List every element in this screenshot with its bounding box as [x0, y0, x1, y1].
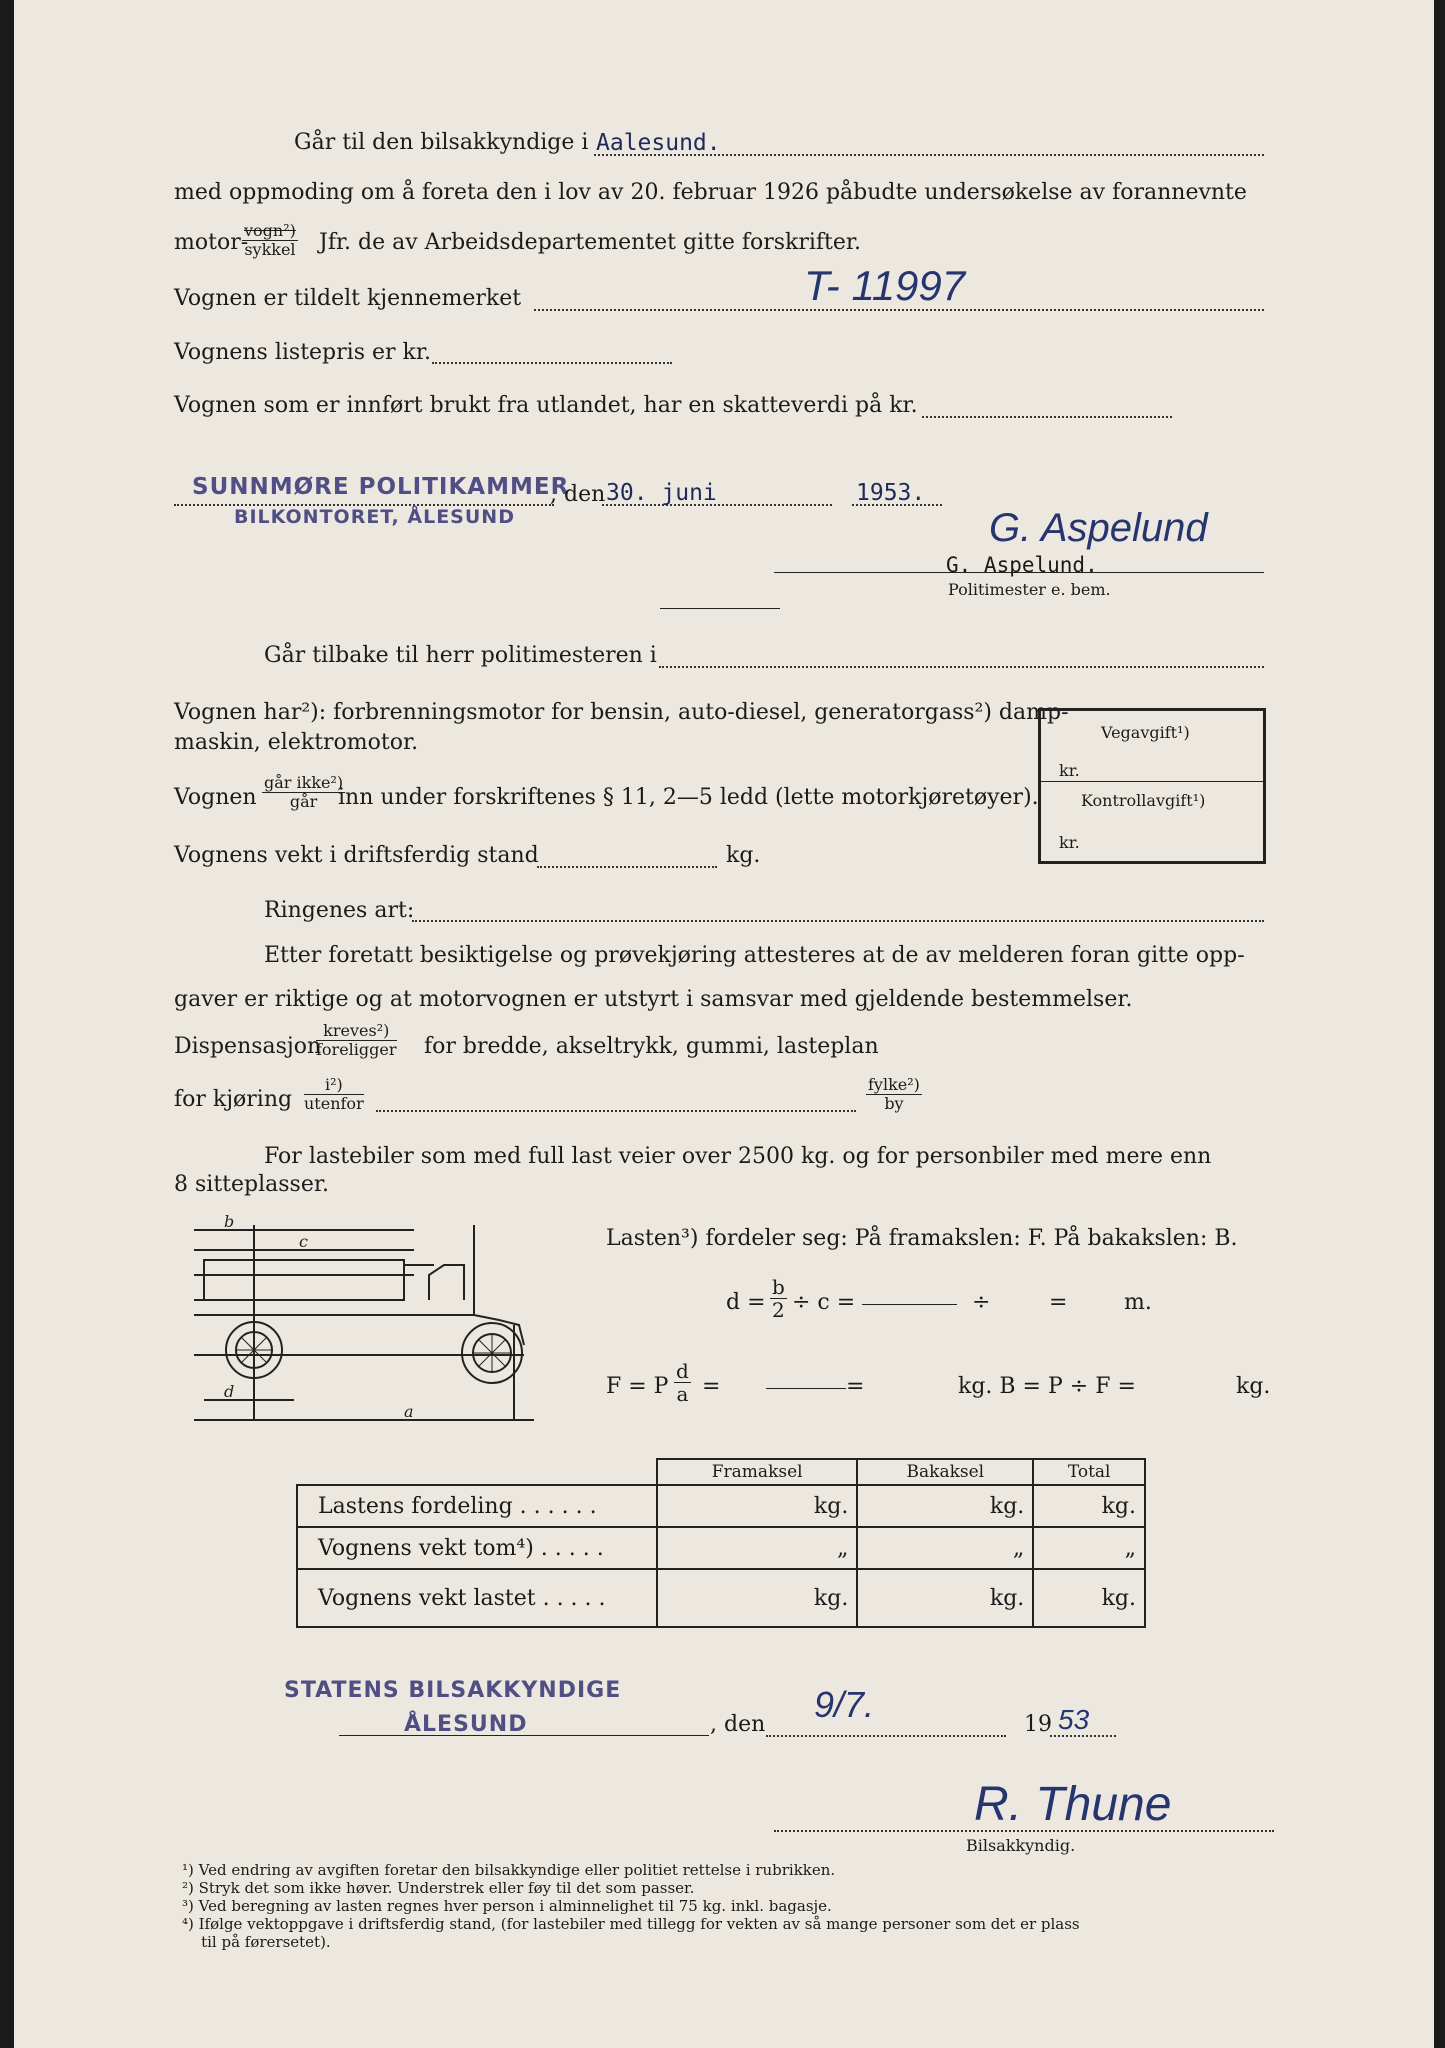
footnote-3: ³) Ved beregning av lasten regnes hver person i alminnelighet til 75 kg. inkl. bagasje. — [182, 1897, 832, 1915]
truck-line2: 8 sitteplasser. — [174, 1172, 329, 1197]
goes-fraction — [262, 774, 345, 811]
inspector-place-line — [339, 1735, 709, 1736]
goes-not: går ikke²) — [264, 773, 344, 792]
formula-F: F = P — [606, 1374, 669, 1399]
police-year: 1953. — [856, 480, 926, 506]
plate-value: T- 11997 — [804, 262, 966, 309]
table-row — [297, 1485, 1145, 1527]
county-fraction — [866, 1076, 922, 1113]
goes: går — [289, 792, 318, 811]
destination-value: Aalesund. — [596, 130, 721, 156]
formula-d-over-a — [674, 1360, 691, 1405]
footnote-2: ²) Stryk det som ikke høver. Understrek eller føy til det som passer. — [182, 1879, 695, 1897]
cell: kg. — [857, 1485, 1033, 1527]
formula-line1 — [862, 1304, 957, 1305]
table-header-total: Total — [1033, 1459, 1145, 1485]
formula-eq: = — [1049, 1290, 1068, 1315]
drive-outside: utenfor — [304, 1094, 364, 1113]
formula-d-right: ÷ c = — [792, 1290, 856, 1315]
formula-b-over-2 — [770, 1276, 787, 1321]
cell: kg. — [1033, 1569, 1145, 1627]
vognen-label: Vognen — [174, 785, 257, 810]
cell: kg. — [857, 1569, 1033, 1627]
diagram-label-c: c — [299, 1232, 308, 1251]
tires-label: Ringenes art: — [264, 898, 415, 923]
truck-diagram — [174, 1205, 574, 1430]
dispensation-fraction — [316, 1022, 397, 1059]
import-label: Vognen som er innført brukt fra utlandet, har en skatteverdi på kr. — [174, 393, 918, 418]
frac-sykkel: sykkel — [244, 240, 296, 259]
table-header-rear: Bakaksel — [857, 1459, 1033, 1485]
road-fee-label: Vegavgift¹) — [1101, 723, 1190, 742]
fee-box-divider — [1041, 781, 1263, 782]
table-row — [297, 1569, 1145, 1627]
load-table — [296, 1458, 1146, 1628]
town: by — [884, 1094, 904, 1113]
police-date: 30. juni — [606, 480, 717, 506]
cell: „ — [1033, 1527, 1145, 1569]
table-header-blank — [297, 1459, 657, 1485]
table-header-front: Framaksel — [657, 1459, 857, 1485]
formula-F-eq: = — [702, 1374, 721, 1399]
engine-line1: Vognen har²): forbrenningsmotor for bensin, auto-diesel, generatorgass²) damp- — [174, 700, 1069, 725]
footnote-4-cont: til på førersetet). — [182, 1933, 331, 1951]
driving-label: for kjøring — [174, 1087, 293, 1112]
county: fylke²) — [868, 1075, 920, 1094]
cell: kg. — [657, 1569, 857, 1627]
dispensation-label: Dispensasjon — [174, 1034, 322, 1059]
plate-label: Vognen er tildelt kjennemerket — [174, 286, 522, 311]
formula-line2 — [766, 1388, 846, 1389]
truck-line1: For lastebiler som med full last veier over 2500 kg. og for personbiler med mere enn — [264, 1144, 1212, 1169]
formula-b: b — [772, 1275, 785, 1299]
tires-line — [412, 920, 1264, 922]
driving-line — [376, 1110, 856, 1112]
weight-label: Vognens vekt i driftsferdig stand — [174, 843, 539, 868]
formula-a: a — [676, 1382, 689, 1406]
cell: kg. — [1033, 1485, 1145, 1527]
cell: „ — [857, 1527, 1033, 1569]
inspector-stamp-line2: ÅLESUND — [404, 1712, 528, 1737]
engine-line2: maskin, elektromotor. — [174, 730, 419, 755]
vehicle-type-fraction — [242, 222, 298, 259]
dispensation-text: for bredde, akseltrykk, gummi, lasteplan — [424, 1034, 879, 1059]
inspector-date: 9/7. — [814, 1684, 875, 1725]
inspector-title: Bilsakkyndig. — [966, 1836, 1076, 1855]
formula-div: ÷ — [972, 1290, 991, 1315]
road-fee-kr: kr. — [1059, 761, 1080, 780]
motor-prefix: motor- — [174, 230, 249, 255]
police-stamp-line1: SUNNMØRE POLITIKAMMER — [192, 474, 570, 500]
inspector-date-line — [766, 1735, 1006, 1737]
driving-fraction — [304, 1076, 364, 1113]
footnote-1: ¹) Ved endring av avgiften foretar den bilsakkyndige eller politiet rettelse i rubrikken. — [182, 1861, 836, 1879]
row-label: Vognens vekt tom⁴) . . . . . — [297, 1527, 657, 1569]
formula-two: 2 — [772, 1298, 785, 1322]
separator-line — [660, 608, 780, 609]
formula-d-left: d = — [726, 1290, 766, 1315]
row-label: Vognens vekt lastet . . . . . — [297, 1569, 657, 1627]
rule-text: inn under forskriftenes § 11, 2—5 ledd (lette motorkjøretøyer). — [338, 785, 1039, 810]
cell: „ — [657, 1527, 857, 1569]
load-distribution-label: Lasten³) fordeler seg: På framakslen: F. På bakakslen: B. — [606, 1226, 1238, 1251]
inspector-year-prefix: 19 — [1024, 1712, 1052, 1737]
request-line: med oppmoding om å foreta den i lov av 20. februar 1926 påbudte undersøkelse av forannevnte — [174, 180, 1247, 205]
formula-d: d — [676, 1359, 689, 1383]
diagram-label-b: b — [224, 1212, 235, 1231]
formula-eq2: = — [846, 1374, 865, 1399]
disp-required: kreves²) — [316, 1022, 397, 1041]
diagram-label-a: a — [404, 1402, 414, 1421]
row-label: Lastens fordeling . . . . . . — [297, 1485, 657, 1527]
listprice-label: Vognens listepris er kr. — [174, 340, 431, 365]
frac-vogn: vogn²) — [244, 221, 296, 240]
cell: kg. — [657, 1485, 857, 1527]
return-line — [659, 666, 1264, 668]
return-label: Går tilbake til herr politimesteren i — [264, 643, 657, 668]
police-typed-name: G. Aspelund. — [946, 553, 1098, 577]
attest-line2: gaver er riktige og at motorvognen er utstyrt i samsvar med gjeldende bestemmelser. — [174, 987, 1133, 1012]
formula-m: m. — [1124, 1290, 1152, 1315]
form-page — [14, 0, 1434, 2048]
fee-box — [1038, 708, 1266, 864]
police-signature: G. Aspelund — [989, 506, 1208, 550]
police-den-label: , den — [550, 482, 606, 507]
diagram-label-d: d — [224, 1382, 235, 1401]
inspector-signature-line — [774, 1830, 1274, 1832]
rules-reference: Jfr. de av Arbeidsdepartementet gitte forskrifter. — [319, 230, 862, 255]
control-fee-label: Kontrollavgift¹) — [1081, 791, 1206, 810]
control-fee-kr: kr. — [1059, 833, 1080, 852]
intro-label: Går til den bilsakkyndige i — [294, 130, 589, 155]
weight-unit: kg. — [726, 843, 761, 868]
listprice-line — [432, 362, 672, 364]
inspector-year: 53 — [1058, 1704, 1090, 1735]
formula-kg-B: kg. B = P ÷ F = — [958, 1374, 1136, 1399]
attest-line1: Etter foretatt besiktigelse og prøvekjøring attesteres at de av melderen foran gitte opp- — [264, 943, 1245, 968]
drive-in: i²) — [304, 1076, 364, 1095]
import-line — [922, 416, 1172, 418]
table-row — [297, 1527, 1145, 1569]
inspector-signature: R. Thune — [974, 1778, 1172, 1831]
destination-line — [594, 154, 1264, 156]
police-stamp-line2: BILKONTORET, ÅLESUND — [234, 506, 515, 528]
footnote-4: ⁴) Ifølge vektoppgave i driftsferdig stand, (for lastebiler med tillegg for vekten av så mange personer som det er plass — [182, 1915, 1080, 1933]
inspector-den-label: , den — [710, 1712, 766, 1737]
disp-exists: foreligger — [316, 1040, 397, 1059]
weight-line — [537, 866, 717, 868]
formula-kg: kg. — [1236, 1374, 1271, 1399]
police-title: Politimester e. bem. — [948, 580, 1111, 599]
inspector-stamp-line1: STATENS BILSAKKYNDIGE — [284, 1678, 622, 1703]
